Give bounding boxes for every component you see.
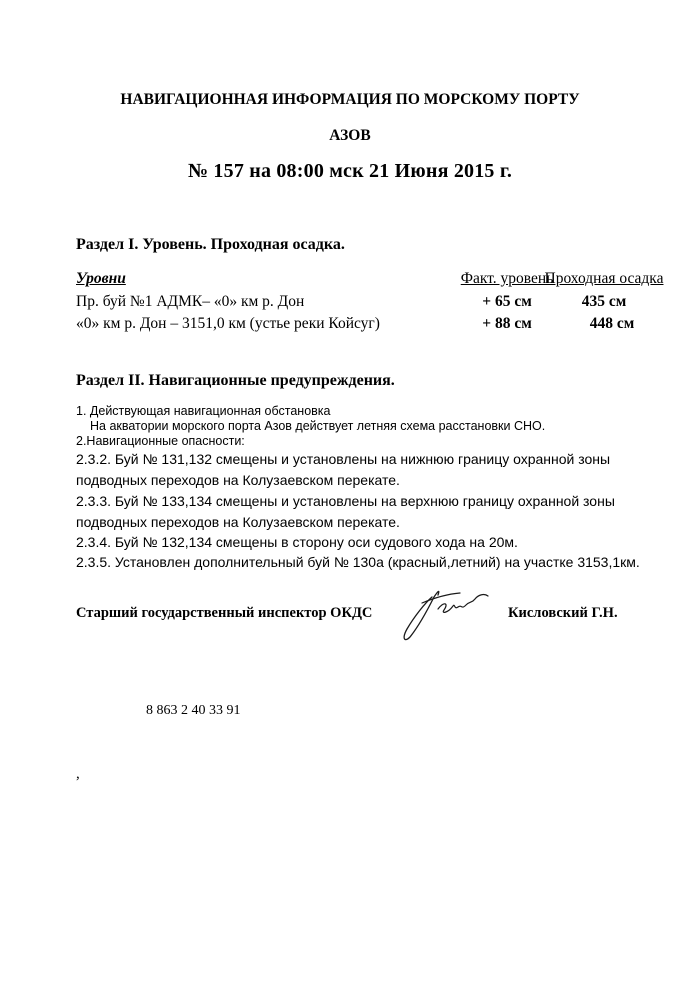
row-passage-draft: 448 см xyxy=(589,315,635,332)
document-title: НАВИГАЦИОННАЯ ИНФОРМАЦИЯ ПО МОРСКОМУ ПОРТУ xyxy=(120,91,580,108)
bulletin-number-date: № 157 на 08:00 мск 21 Июня 2015 г. xyxy=(187,160,513,182)
column-header-levels: Уровни xyxy=(76,270,126,287)
warning-line: 2.3.5. Установлен дополнительный буй № 130а (красный,летний) на участке 3153,1км. xyxy=(76,554,640,570)
table-row xyxy=(76,315,670,337)
row-location: Пр. буй №1 АДМК– «0» км р. Дон xyxy=(76,293,305,310)
table-row xyxy=(76,293,670,315)
signatory-name: Кисловский Г.Н. xyxy=(508,605,618,621)
level-table-header xyxy=(76,270,670,292)
warning-line: На акватории морского порта Азов действует летняя схема расстановки СНО. xyxy=(90,419,546,433)
signatory-position: Старший государственный инспектор ОКДС xyxy=(76,605,373,621)
warning-line: 2.3.2. Буй № 131,132 смещены и установлены на нижнюю границу охранной зоны xyxy=(76,451,611,467)
section1-title: Раздел I. Уровень. Проходная осадка. xyxy=(76,236,345,253)
warning-line: 2.Навигационные опасности: xyxy=(76,434,245,448)
row-passage-draft: 435 см xyxy=(581,293,627,310)
warning-line: подводных переходов на Колузаевском перекате. xyxy=(76,514,400,530)
section2-title: Раздел II. Навигационные предупреждения. xyxy=(76,372,395,389)
row-actual-level: + 65 см xyxy=(482,293,532,310)
row-actual-level: + 88 см xyxy=(482,315,532,332)
handwritten-signature xyxy=(392,583,492,648)
trailing-comma: , xyxy=(76,766,80,782)
warning-line: подводных переходов на Колузаевском перекате. xyxy=(76,472,400,488)
contact-phone: 8 863 2 40 33 91 xyxy=(146,703,241,718)
warning-line: 2.3.3. Буй № 133,134 смещены и установлены на верхнюю границу охранной зоны xyxy=(76,493,615,509)
port-name: АЗОВ xyxy=(329,127,371,144)
column-header-actual-level: Факт. уровень xyxy=(460,270,554,287)
column-header-passage-draft: Проходная осадка xyxy=(544,270,664,287)
warning-line: 2.3.4. Буй № 132,134 смещены в сторону оси судового хода на 20м. xyxy=(76,534,518,550)
warning-line: 1. Действующая навигационная обстановка xyxy=(76,404,331,418)
row-location: «0» км р. Дон – 3151,0 км (устье реки Койсуг) xyxy=(76,315,380,332)
